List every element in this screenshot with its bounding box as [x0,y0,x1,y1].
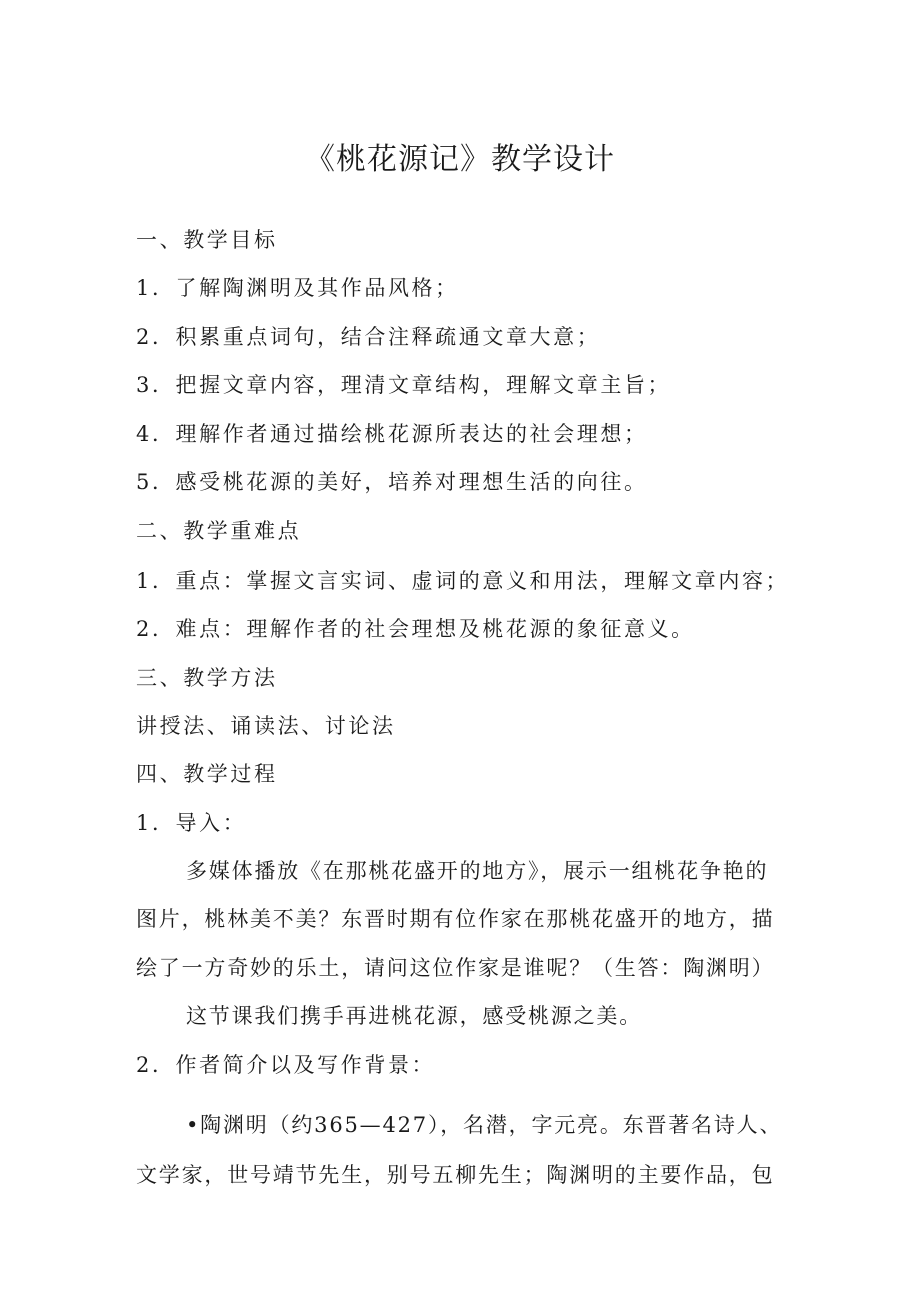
step-label-intro: 1．导入： [136,811,247,835]
objective-item: 5．感受桃花源的美好，培养对理想生活的向往。 [136,470,648,494]
section-heading-key-points: 二、教学重难点 [136,519,302,543]
key-point-item: 1．重点：掌握文言实词、虚词的意义和用法，理解文章内容； [136,569,790,593]
page-title: 《桃花源记》教学设计 [305,142,615,177]
author-paragraph-line: 文学家，世号靖节先生，别号五柳先生；陶渊明的主要作品，包 [136,1163,775,1187]
intro-paragraph-line: 多媒体播放《在那桃花盛开的地方》，展示一组桃花争艳的 [186,859,769,883]
intro-paragraph-line: 图片，桃林美不美？东晋时期有位作家在那桃花盛开的地方，描 [136,907,775,931]
key-point-item: 2．难点：理解作者的社会理想及桃花源的象征意义。 [136,617,695,641]
step-label-author: 2．作者简介以及写作背景： [136,1053,436,1077]
section-heading-process: 四、教学过程 [136,762,278,786]
author-paragraph-line: •陶渊明（约365—427），名潜，字元亮。东晋著名诗人、 [186,1113,783,1137]
objective-item: 2．积累重点词句，结合注释疏通文章大意； [136,325,601,349]
intro-closing-line: 这节课我们携手再进桃花源，感受桃源之美。 [186,1004,642,1028]
methods-text: 讲授法、诵读法、讨论法 [136,714,396,738]
intro-paragraph-line: 绘了一方奇妙的乐土，请问这位作家是谁呢？（生答：陶渊明） [136,956,775,980]
section-heading-objectives: 一、教学目标 [136,228,278,252]
objective-item: 3．把握文章内容，理清文章结构，理解文章主旨； [136,373,672,397]
section-heading-methods: 三、教学方法 [136,666,278,690]
objective-item: 4．理解作者通过描绘桃花源所表达的社会理想； [136,422,648,446]
objective-item: 1．了解陶渊明及其作品风格； [136,276,459,300]
